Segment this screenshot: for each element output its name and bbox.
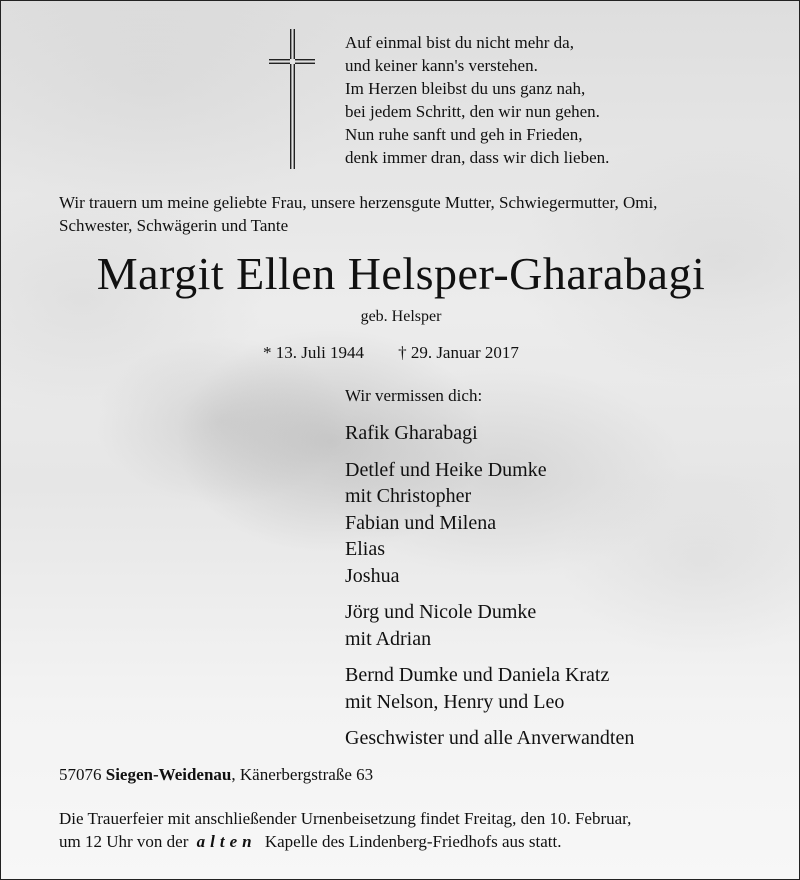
mourner-line: mit Christopher: [345, 485, 472, 507]
mourner-group: [345, 420, 785, 447]
poem-line: und keiner kann's verstehen.: [345, 56, 538, 75]
poem: [345, 31, 765, 169]
poem-line: Auf einmal bist du nicht mehr da,: [345, 33, 574, 52]
mourner-group: [345, 725, 785, 752]
deceased-name: Margit Ellen Helsper-Gharabagi: [96, 248, 706, 299]
mourner-line: mit Nelson, Henry und Leo: [345, 690, 565, 713]
miss-heading: Wir vermissen dich:: [345, 386, 483, 405]
mourner-line: Detlef und Heike Dumke: [345, 458, 547, 481]
birth-date: * 13. Juli 1944: [263, 343, 365, 362]
address-city: Siegen-Weidenau: [105, 765, 232, 784]
address-zip: 57076: [59, 765, 102, 784]
mourner-line: Bernd Dumke und Daniela Kratz: [345, 664, 610, 686]
poem-line: Nun ruhe sanft und geh in Frieden,: [345, 125, 583, 144]
death-date: † 29. Januar 2017: [398, 343, 519, 362]
ceremony-line: Die Trauerfeier mit anschließender Urnenbeisetzung findet Freitag, den 10. Februar,: [59, 809, 632, 828]
mourners-list: [345, 420, 785, 762]
birth-name: geb. Helsper: [360, 308, 442, 325]
ceremony-text: um 12 Uhr von der: [59, 832, 189, 851]
mourner-group: [345, 662, 785, 715]
poem-line: denk immer dran, dass wir dich lieben.: [345, 148, 610, 167]
address: [59, 763, 373, 787]
mourner-line: Jörg und Nicole Dumke: [345, 601, 537, 623]
ceremony-text: Kapelle des Lindenberg-Friedhofs aus statt.: [264, 832, 562, 851]
ceremony-emphasis: alten: [196, 832, 257, 851]
life-dates: [263, 341, 663, 365]
ceremony-line: [59, 830, 779, 853]
mourner-line: mit Adrian: [345, 627, 432, 650]
intro-text: [59, 191, 759, 237]
mourner-group: [345, 457, 785, 590]
mourner-line: Elias: [345, 538, 385, 560]
address-street: , Känerbergstraße 63: [231, 765, 374, 784]
mourner-line: Geschwister und alle Anverwandten: [345, 727, 635, 749]
intro-line: Wir trauern um meine geliebte Frau, unsere herzensgute Mutter, Schwiegermutter, Omi,: [59, 193, 658, 212]
poem-line: bei jedem Schritt, den wir nun gehen.: [345, 102, 600, 121]
mourner-group: [345, 599, 785, 652]
ceremony-notice: [59, 807, 779, 853]
intro-line: Schwester, Schwägerin und Tante: [59, 216, 289, 235]
cross-icon: [269, 29, 315, 169]
mourner-line: Rafik Gharabagi: [345, 422, 478, 444]
mourner-line: Joshua: [345, 564, 400, 587]
poem-line: Im Herzen bleibst du uns ganz nah,: [345, 79, 586, 98]
mourner-line: Fabian und Milena: [345, 511, 497, 534]
